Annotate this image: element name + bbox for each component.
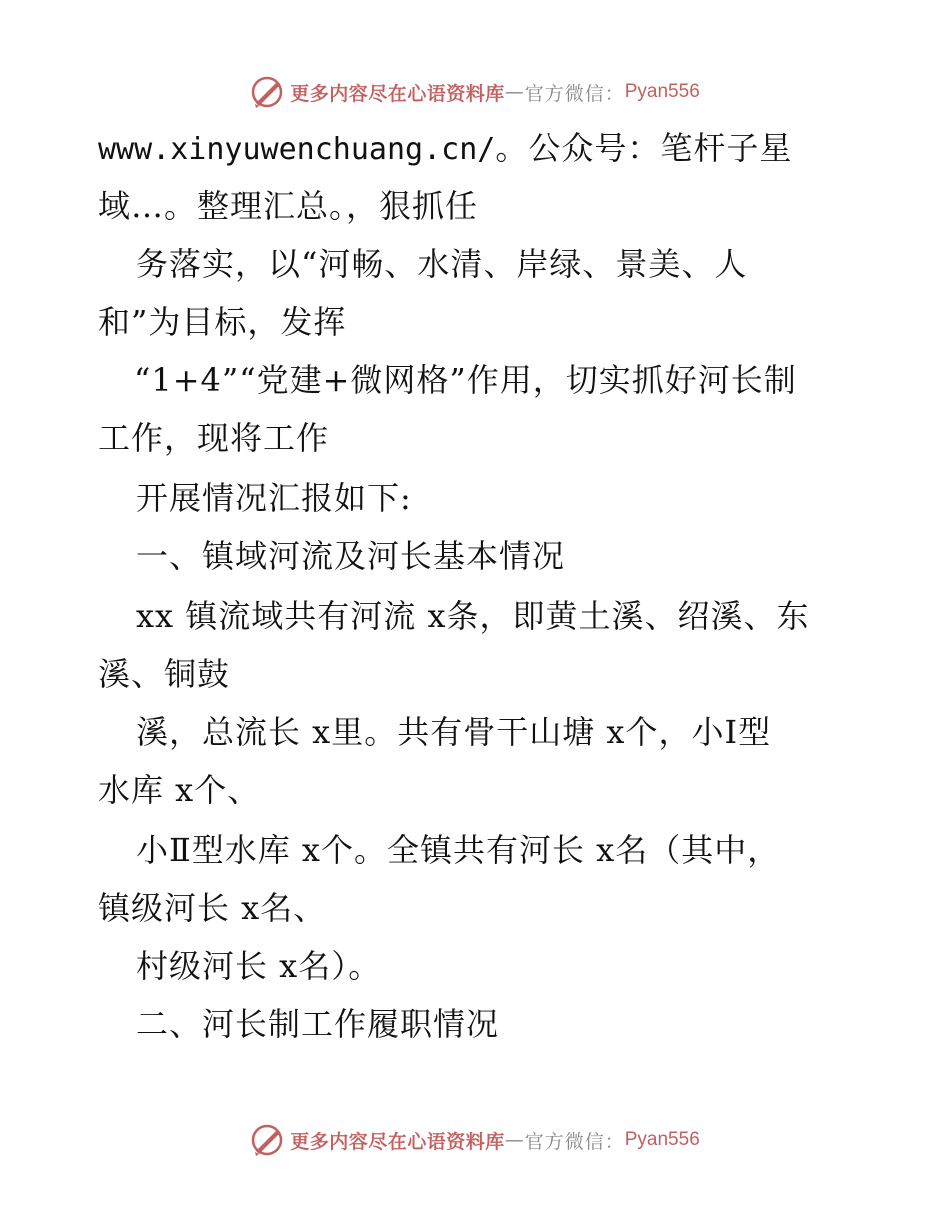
body-line-14: 镇级河长 x名、: [98, 889, 327, 927]
body-line-1-rest: 。公众号：笔杆子星: [495, 129, 793, 167]
banner-wechat-label: 官方微信：: [524, 1130, 625, 1153]
body-line-2: 域…。整理汇总。，狠抓任: [98, 187, 479, 225]
body-line-9: xx 镇流域共有河流 x条，即黄土溪、绍溪、东: [136, 597, 810, 635]
banner-wechat-id: Pyan556: [624, 1129, 700, 1150]
body-line-4: 和”为目标，发挥: [98, 303, 347, 341]
website-link[interactable]: www.xinyuwenchuang.cn/: [98, 132, 496, 167]
body-line-7: 开展情况汇报如下:: [136, 479, 412, 517]
body-line-5: “1+4”“党建+微网格”作用，切实抓好河长制: [134, 361, 797, 399]
footer-banner: [0, 1120, 950, 1160]
section-heading-1: 一、镇域河流及河长基本情况: [136, 537, 566, 575]
body-line-15: 村级河长 x名）。: [136, 947, 382, 985]
banner-main-text: 更多内容尽在心语资料库: [290, 82, 505, 105]
header-banner: [0, 72, 950, 112]
body-line-3: 务落实，以“河畅、水清、岸绿、景美、人: [136, 245, 748, 283]
banner-main-text: 更多内容尽在心语资料库: [290, 1130, 505, 1153]
body-line-1: [98, 128, 792, 170]
body-line-11: 溪，总流长 x里。共有骨干山塘 x个，小Ⅰ型: [136, 713, 772, 751]
section-heading-2: 二、河长制工作履职情况: [136, 1005, 500, 1043]
pen-logo-icon: [250, 75, 284, 109]
body-line-6: 工作，现将工作: [98, 419, 330, 457]
pen-logo-icon: [250, 1123, 284, 1157]
body-line-12: 水库 x个、: [98, 771, 261, 809]
banner-dash: —: [504, 81, 525, 103]
body-line-10: 溪、铜鼓: [98, 655, 231, 693]
banner-wechat-id: Pyan556: [624, 81, 700, 102]
banner-dash: —: [504, 1129, 525, 1151]
body-line-13: 小Ⅱ型水库 x个。全镇共有河长 x名（其中，: [136, 831, 781, 869]
banner-wechat-label: 官方微信：: [524, 82, 625, 105]
